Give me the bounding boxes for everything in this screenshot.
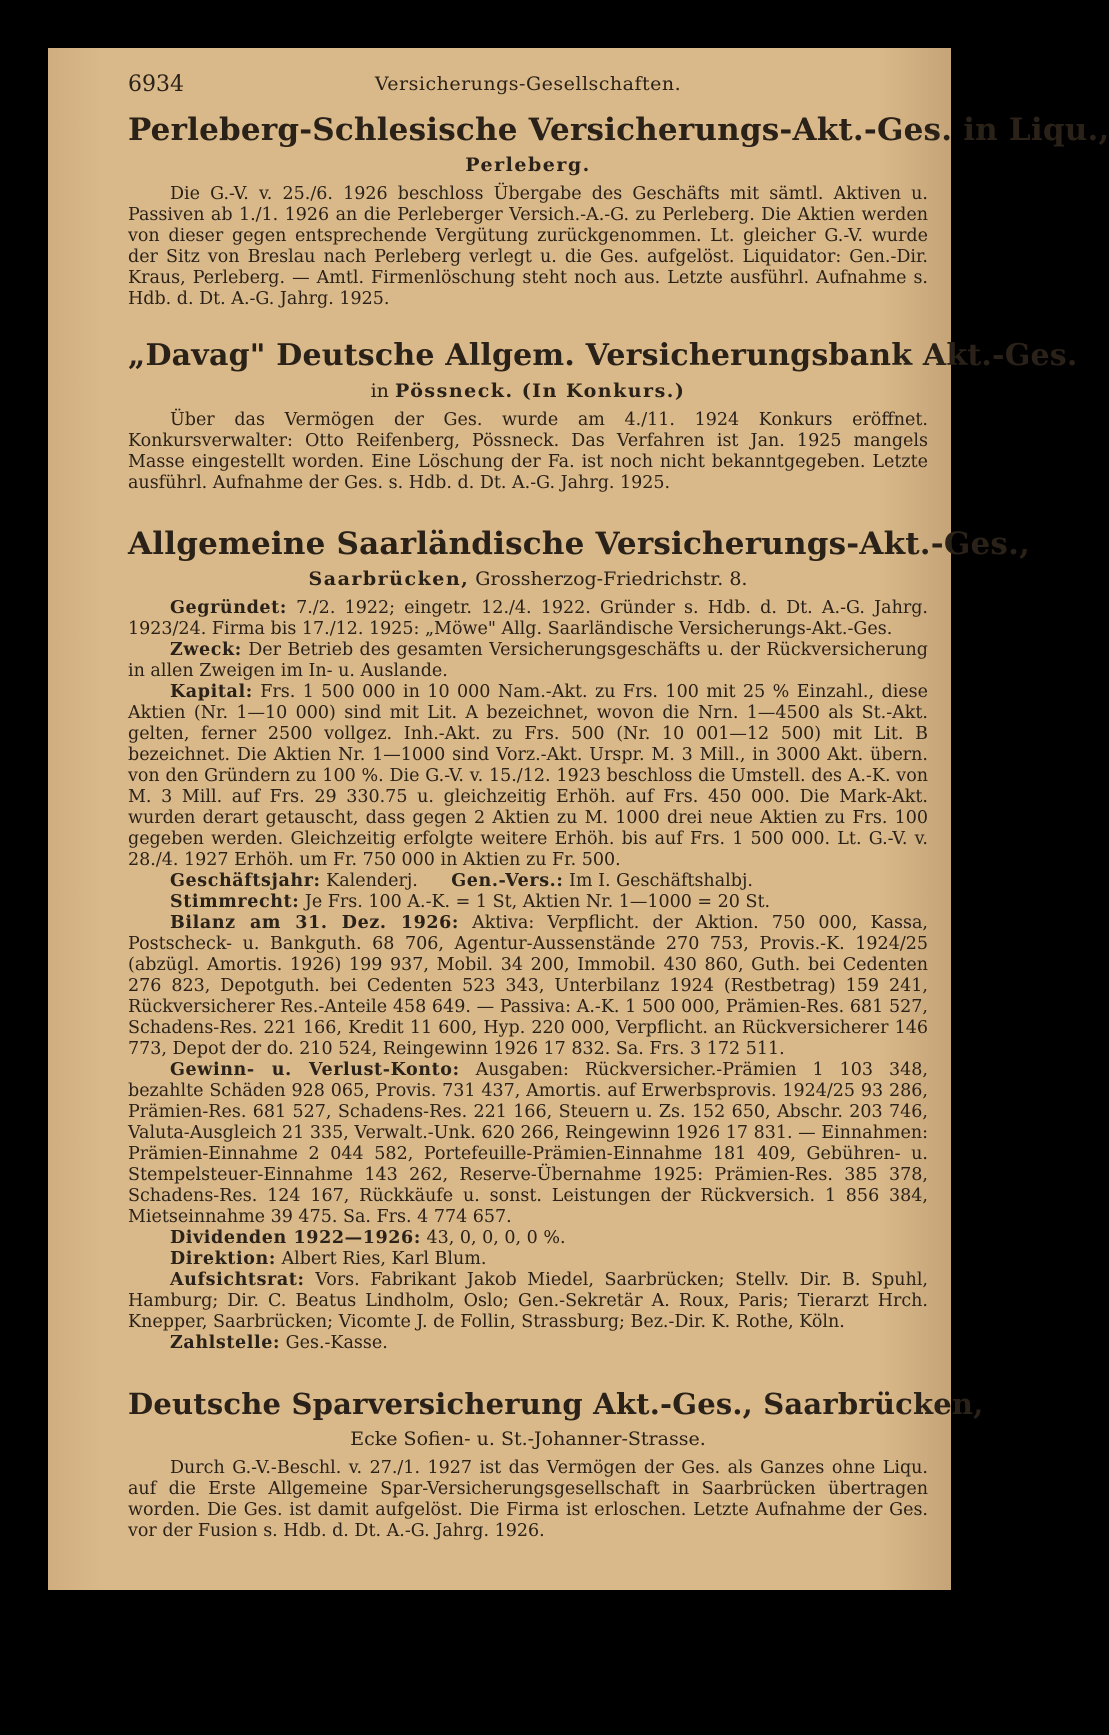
entry-key: Gewinn- u. Verlust-Konto: (170, 1060, 460, 1080)
location-name: Pössneck. (In Konkurs.) (394, 380, 686, 402)
entry-text: Ausgaben: Rückversicher.-Prämien 1 103 348, bezahlte Schäden 928 065, Provis. 731 437, Amortis. auf Erwerbsprovis. 1924/25 93 286, Prämien-Res. 681 527, Schadens-Res. 221 166, Steuern u. Zs. 152 650, Abschr. 203 746, Valuta-Ausgleich 21 335, Verwalt.-Unk. 620 266, Reingewinn 1926 17 831. — Einnahmen: Prämien-Einnahme 2 044 582, Portefeuille-Prämien-Einnahme 181 409, Gebühren- u. Stempelsteuer-Einnahme 143 262, Reserve-Übernahme 1925: Prämien-Res. 385 378, Schadens-Res. 124 167, Rückkäufe u. sonst. Leistungen der Rückversich. 1 856 384, Mietseinnahme 39 475. Sa. Frs. 4 774 657. (128, 1060, 928, 1227)
company-location (128, 566, 928, 592)
entry-text: Der Betrieb des gesamten Versicherungsgeschäfts u. der Rückversicherung in allen Zweigen im In- u. Auslande. (128, 640, 928, 681)
entry-paragraph-zweck (128, 640, 928, 682)
entry-text: 43, 0, 0, 0, 0 %. (426, 1228, 566, 1248)
entry-key: Stimmrecht: (170, 892, 300, 912)
entry-key: Zahlstelle: (170, 1333, 281, 1353)
company-entry-davag (128, 336, 1078, 494)
entry-text: Aktiva: Verpflicht. der Aktion. 750 000, Kassa, Postscheck- u. Bankguth. 68 706, Agentur-Aussenstände 270 753, Provis.-K. 1924/25 (abzügl. Amortis. 1926) 199 937, Mobil. 34 200, Immobil. 430 860, Guth. bei Cedenten 276 823, Depotguth. bei Cedenten 523 343, Unterbilanz 1924 (Restbetrag) 159 241, Rückversicherer Res.-Anteile 458 649. — Passiva: A.-K. 1 500 000, Prämien-Res. 681 527, Schadens-Res. 221 166, Kredit 11 600, Hyp. 220 000, Verpflicht. an Rückversicherer 146 773, Depot der do. 210 524, Reingewinn 1926 17 832. Sa. Frs. 3 172 511. (128, 913, 928, 1059)
entry-paragraph: Über das Vermögen der Ges. wurde am 4./11. 1924 Konkurs eröffnet. Konkursverwalter: Otto Reifenberg, Pössneck. Das Verfahren ist Jan. 1925 mangels Masse eingestellt worden. Eine Löschung der Fa. ist noch nicht bekanntgegeben. Letzte ausführl. Aufnahme der Ges. s. Hdb. d. Dt. A.-G. Jahrg. 1925. (128, 410, 928, 493)
entry-paragraph-geschaeftsjahr (128, 871, 928, 892)
page-content (128, 68, 1109, 1568)
entry-text: Ges.-Kasse. (285, 1333, 388, 1353)
entry-paragraph-kapital (128, 682, 928, 871)
entry-paragraph-direktion (128, 1249, 928, 1270)
location-address: Grossherzog-Friedrichstr. 8. (475, 568, 748, 590)
company-title: Perleberg-Schlesische Versicherungs-Akt.-Ges. in Liqu., (128, 112, 1109, 148)
company-title: Deutsche Sparversicherung Akt.-Ges., Saarbrücken, (128, 1387, 984, 1421)
page-number: 6934 (128, 72, 184, 97)
entry-text: Vors. Fabrikant Jakob Miedel, Saarbrücken; Stellv. Dir. B. Spuhl, Hamburg; Dir. C. Beatus Lindholm, Oslo; Gen.-Sekretär A. Roux, Paris; Tierarzt Hrch. Knepper, Saarbrücken; Vicomte J. de Follin, Strassburg; Bez.-Dir. K. Rothe, Köln. (128, 1270, 928, 1332)
entry-paragraph-gewinn-verlust (128, 1060, 928, 1228)
entry-key: Kapital: (170, 682, 253, 702)
company-title: Allgemeine Saarländische Versicherungs-Akt.-Ges., (128, 526, 1031, 562)
entry-text: 7./2. 1922; eingetr. 12./4. 1922. Gründer s. Hdb. d. Dt. A.-G. Jahrg. 1923/24. Firma bis 17./12. 1925: „Möwe" Allg. Saarländische Versicherungs-Akt.-Ges. (128, 598, 928, 639)
entry-text: Frs. 1 500 000 in 10 000 Nam.-Akt. zu Frs. 100 mit 25 % Einzahl., diese Aktien (Nr. 1—10 000) sind mit Lit. A bezeichnet, wovon die Nrn. 1—4500 als St.-Akt. gelten, ferner 2500 vollgez. Inh.-Akt. zu Frs. 500 (Nr. 10 001—12 500) mit Lit. B bezeichnet. Die Aktien Nr. 1—1000 sind Vorz.-Akt. Urspr. M. 3 Mill., in 3000 Akt. übern. von den Gründern zu 100 %. Die G.-V. v. 15./12. 1923 beschloss die Umstell. des A.-K. von M. 3 Mill. auf Frs. 29 330.75 u. gleichzeitig Erhöh. auf Frs. 450 000. Die Mark-Akt. wurden derart getauscht, dass gegen 2 Aktien zu M. 1000 drei neue Aktien zu Frs. 100 gegeben werden. Gleichzeitig erfolgte weitere Erhöh. bis auf Frs. 1 500 000. Lt. G.-V. v. 28./4. 1927 Erhöh. um Fr. 750 000 in Aktien zu Fr. 500. (128, 682, 928, 870)
entry-text: Je Frs. 100 A.-K. = 1 St, Aktien Nr. 1—1000 = 20 St. (304, 892, 771, 912)
entry-paragraph: Die G.-V. v. 25./6. 1926 beschloss Übergabe des Geschäfts mit sämtl. Aktiven u. Passiven ab 1./1. 1926 an die Perleberger Versich.-A.-G. zu Perleberg. Die Aktien werden von dieser gegen entsprechende Vergütung zurückgenommen. Lt. gleicher G.-V. wurde der Sitz von Breslau nach Perleberg verlegt u. die Ges. aufgelöst. Liquidator: Gen.-Dir. Kraus, Perleberg. — Amtl. Firmenlöschung steht noch aus. Letzte ausführl. Aufnahme s. Hdb. d. Dt. A.-G. Jahrg. 1925. (128, 184, 928, 309)
entry-key: Direktion: (170, 1249, 276, 1269)
entry-paragraph-gegruendet (128, 598, 928, 640)
entry-paragraph: Durch G.-V.-Beschl. v. 27./1. 1927 ist das Vermögen der Ges. als Ganzes ohne Liqu. auf die Erste Allgemeine Spar-Versicherungsgesellschaft in Saarbrücken übertragen worden. Die Ges. ist damit aufgelöst. Die Firma ist erloschen. Letzte Aufnahme der Ges. vor der Fusion s. Hdb. d. Dt. A.-G. Jahrg. 1926. (128, 1458, 928, 1541)
company-title: „Davag" Deutsche Allgem. Versicherungsbank Akt.-Ges. (128, 338, 1078, 373)
location-address: Ecke Sofien- u. St.-Johanner-Strasse. (350, 1428, 706, 1450)
company-location (128, 378, 928, 404)
entry-key: Bilanz am 31. Dez. 1926: (170, 913, 459, 933)
entry-text: Albert Ries, Karl Blum. (281, 1249, 487, 1269)
entry-key: Gegründet: (170, 598, 287, 618)
entry-paragraph-bilanz (128, 913, 928, 1060)
entry-paragraph-stimmrecht (128, 892, 928, 913)
entry-key: Geschäftsjahr: (170, 871, 321, 891)
entry-key-secondary: Gen.-Vers.: (451, 871, 564, 891)
entry-key: Aufsichtsrat: (170, 1270, 305, 1290)
running-title: Versicherungs-Gesellschaften. (374, 73, 682, 95)
entry-paragraph-zahlstelle (128, 1333, 928, 1354)
location-name: Perleberg. (465, 154, 591, 176)
entry-paragraph-dividenden (128, 1228, 928, 1249)
company-entry-saarlaendische (128, 524, 1031, 1354)
entry-key: Dividenden 1922—1926: (170, 1228, 421, 1248)
entry-text: Kalenderj. (326, 871, 418, 891)
entry-text-secondary: Im I. Geschäftshalbj. (569, 871, 753, 891)
running-header (128, 68, 928, 104)
entry-key: Zweck: (170, 640, 242, 660)
location-name: Saarbrücken, (308, 568, 470, 590)
company-entry-sparversicherung (128, 1384, 984, 1542)
company-entry-perleberg (128, 110, 1109, 310)
location-prefix: in (370, 380, 389, 402)
company-location (128, 152, 928, 178)
entry-paragraph-aufsichtsrat (128, 1270, 928, 1333)
scanned-page (48, 48, 1109, 1590)
company-location (128, 1426, 928, 1452)
